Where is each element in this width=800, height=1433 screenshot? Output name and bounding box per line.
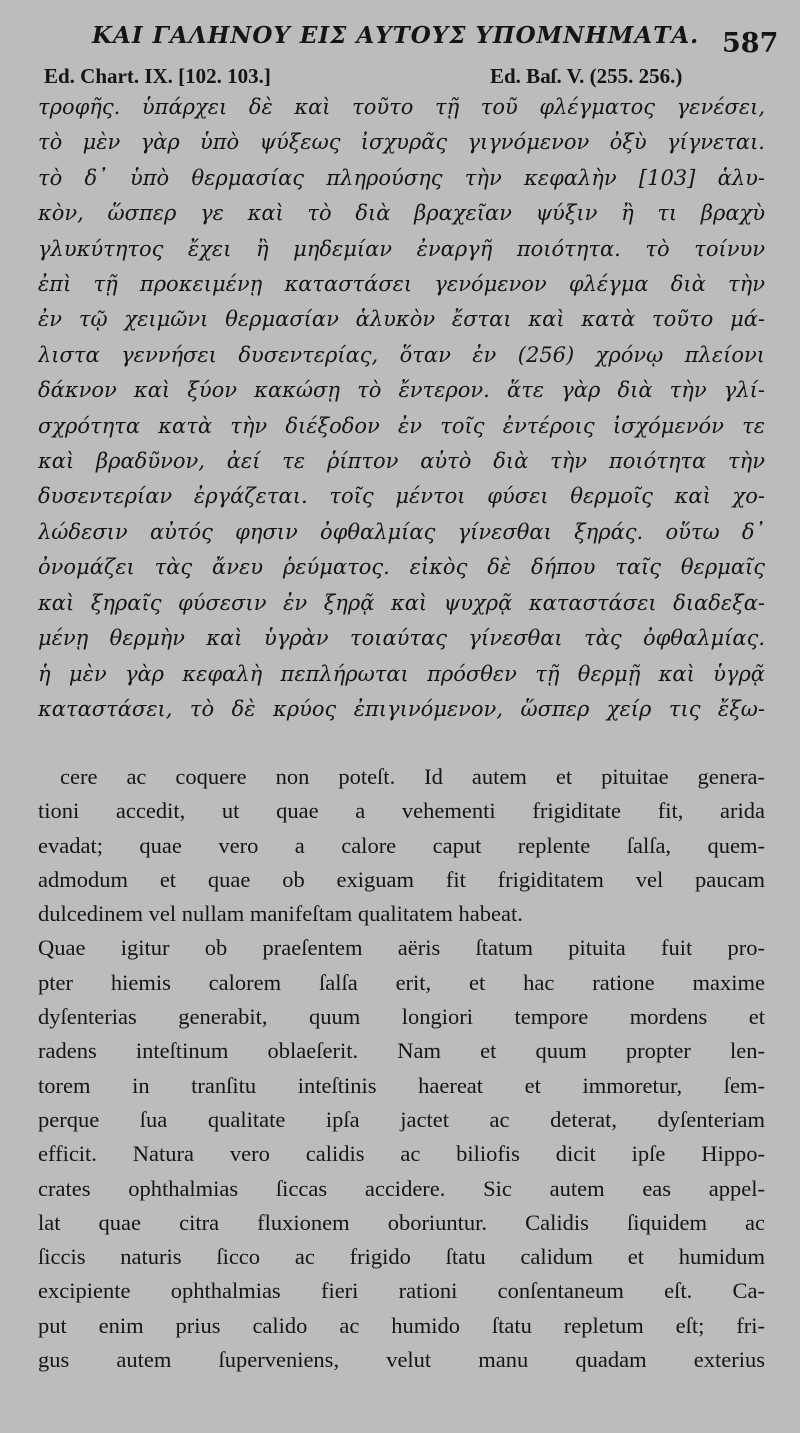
page-number: 587 <box>722 28 779 59</box>
latin-line: tioni accedit, ut quae a vehementi frigiditate fit, arida <box>38 798 765 824</box>
latin-line: pter hiemis calorem ſalſa erit, et hac ratione maxime <box>38 969 765 995</box>
greek-line: τροφῆς. ὑπάρχει δὲ καὶ τοῦτο τῇ τοῦ φλέγματος γενέσει, <box>38 95 765 119</box>
latin-text-block <box>38 760 765 1377</box>
edition-ref-chartier: Ed. Chart. IX. [102. 103.] <box>44 64 271 88</box>
greek-line: λώδεσιν αὐτός φησιν ὀφθαλμίας γίνεσθαι ξηράς. οὕτω δ᾽ <box>38 519 765 544</box>
latin-line: evadat; quae vero a calore caput replente ſalſa, quem- <box>38 832 765 858</box>
greek-line: καὶ ξηραῖς φύσεσιν ἐν ξηρᾷ καὶ ψυχρᾷ καταστάσει διαδεξα- <box>38 590 765 615</box>
greek-line: δάκνον καὶ ξύον κακώσῃ τὸ ἔντερον. ἅτε γὰρ διὰ τὴν γλί- <box>38 378 765 403</box>
running-head: ΚΑΙ ΓΑΛΗΝΟΥ ΕΙΣ ΑΥΤΟΥΣ ΥΠΟΜΝΗΜΑΤΑ. <box>92 22 700 49</box>
greek-line: ἐν τῷ χειμῶνι θερμασίαν ἁλυκὸν ἔσται καὶ κατὰ τοῦτο μά- <box>38 307 765 332</box>
latin-line: cere ac coquere non poteſt. Id autem et pituitae genera- <box>60 764 765 789</box>
latin-line: dyſenterias generabit, quum longiori tempore mordens et <box>38 1004 765 1030</box>
greek-line: τὸ μὲν γὰρ ὑπὸ ψύξεως ἰσχυρᾶς γιγνόμενον ὀξὺ γίγνεται. <box>38 130 765 155</box>
greek-line: τὸ δ᾽ ὑπὸ θερμασίας πληρούσης τὴν κεφαλὴν [103] ἁλυ- <box>38 165 765 190</box>
latin-line: ſiccis naturis ſicco ac frigido ſtatu calidum et humidum <box>38 1244 765 1270</box>
latin-line: gus autem ſuperveniens, velut manu quadam exterius <box>38 1347 765 1373</box>
greek-line: γλυκύτητος ἔχει ἢ μηδεμίαν ἐναργῆ ποιότητα. τὸ τοίνυν <box>38 236 765 261</box>
greek-line: καὶ βραδῦνον, ἀεί τε ῥίπτον αὐτὸ διὰ τὴν ποιότητα τὴν <box>38 449 765 474</box>
greek-line: ἡ μὲν γὰρ κεφαλὴ πεπλήρωται πρόσθεν τῇ θερμῇ καὶ ὑγρᾷ <box>38 661 765 686</box>
greek-text-block <box>38 90 765 727</box>
greek-line: σχρότητα κατὰ τὴν διέξοδον ἐν τοῖς ἐντέροις ἰσχόμενόν τε <box>38 413 765 438</box>
greek-line: κὸν, ὥσπερ γε καὶ τὸ διὰ βραχεῖαν ψύξιν ἢ τι βραχὺ <box>38 201 765 226</box>
latin-line: Quae igitur ob praeſentem aëris ſtatum pituita fuit pro- <box>38 935 765 961</box>
latin-line: crates ophthalmias ſiccas accidere. Sic autem eas appel- <box>38 1175 765 1201</box>
latin-line: dulcedinem vel nullam manifeſtam qualitatem habeat. <box>38 901 523 927</box>
latin-line: torem in tranſitu inteſtinis haereat et immoretur, ſem- <box>38 1072 765 1098</box>
edition-ref-basel: Ed. Baſ. V. (255. 256.) <box>490 64 683 88</box>
greek-line: ὀνομάζει τὰς ἄνευ ῥεύματος. εἰκὸς δὲ δήπου ταῖς θερμαῖς <box>38 555 765 580</box>
greek-line: δυσεντερίαν ἐργάζεται. τοῖς μέντοι φύσει θερμοῖς καὶ χο- <box>38 484 765 509</box>
greek-line: ἐπὶ τῇ προκειμένῃ καταστάσει γενόμενον φλέγμα διὰ τὴν <box>38 272 765 297</box>
greek-line: μένῃ θερμὴν καὶ ὑγρὰν τοιαύτας γίνεσθαι τὰς ὀφθαλμίας. <box>38 626 765 651</box>
latin-line: excipiente ophthalmias fieri rationi conſentaneum eſt. Ca- <box>38 1278 765 1304</box>
latin-line: admodum et quae ob exiguam fit frigiditatem vel paucam <box>38 866 765 892</box>
latin-line: efficit. Natura vero calidis ac biliofis dicit ipſe Hippo- <box>38 1141 765 1167</box>
latin-line: perque ſua qualitate ipſa jactet ac deterat, dyſenteriam <box>38 1106 765 1132</box>
greek-line: καταστάσει, τὸ δὲ κρύος ἐπιγινόμενον, ὥσπερ χείρ τις ἔξω- <box>38 696 765 721</box>
latin-line: radens inteſtinum oblaeſerit. Nam et quum propter len- <box>38 1038 765 1064</box>
greek-line: λιστα γεννήσει δυσεντερίας, ὅταν ἐν (256) χρόνῳ πλείονι <box>38 342 765 367</box>
latin-line: lat quae citra fluxionem oboriuntur. Calidis ſiquidem ac <box>38 1209 765 1235</box>
latin-line: put enim prius calido ac humido ſtatu repletum eſt; fri- <box>38 1312 765 1338</box>
